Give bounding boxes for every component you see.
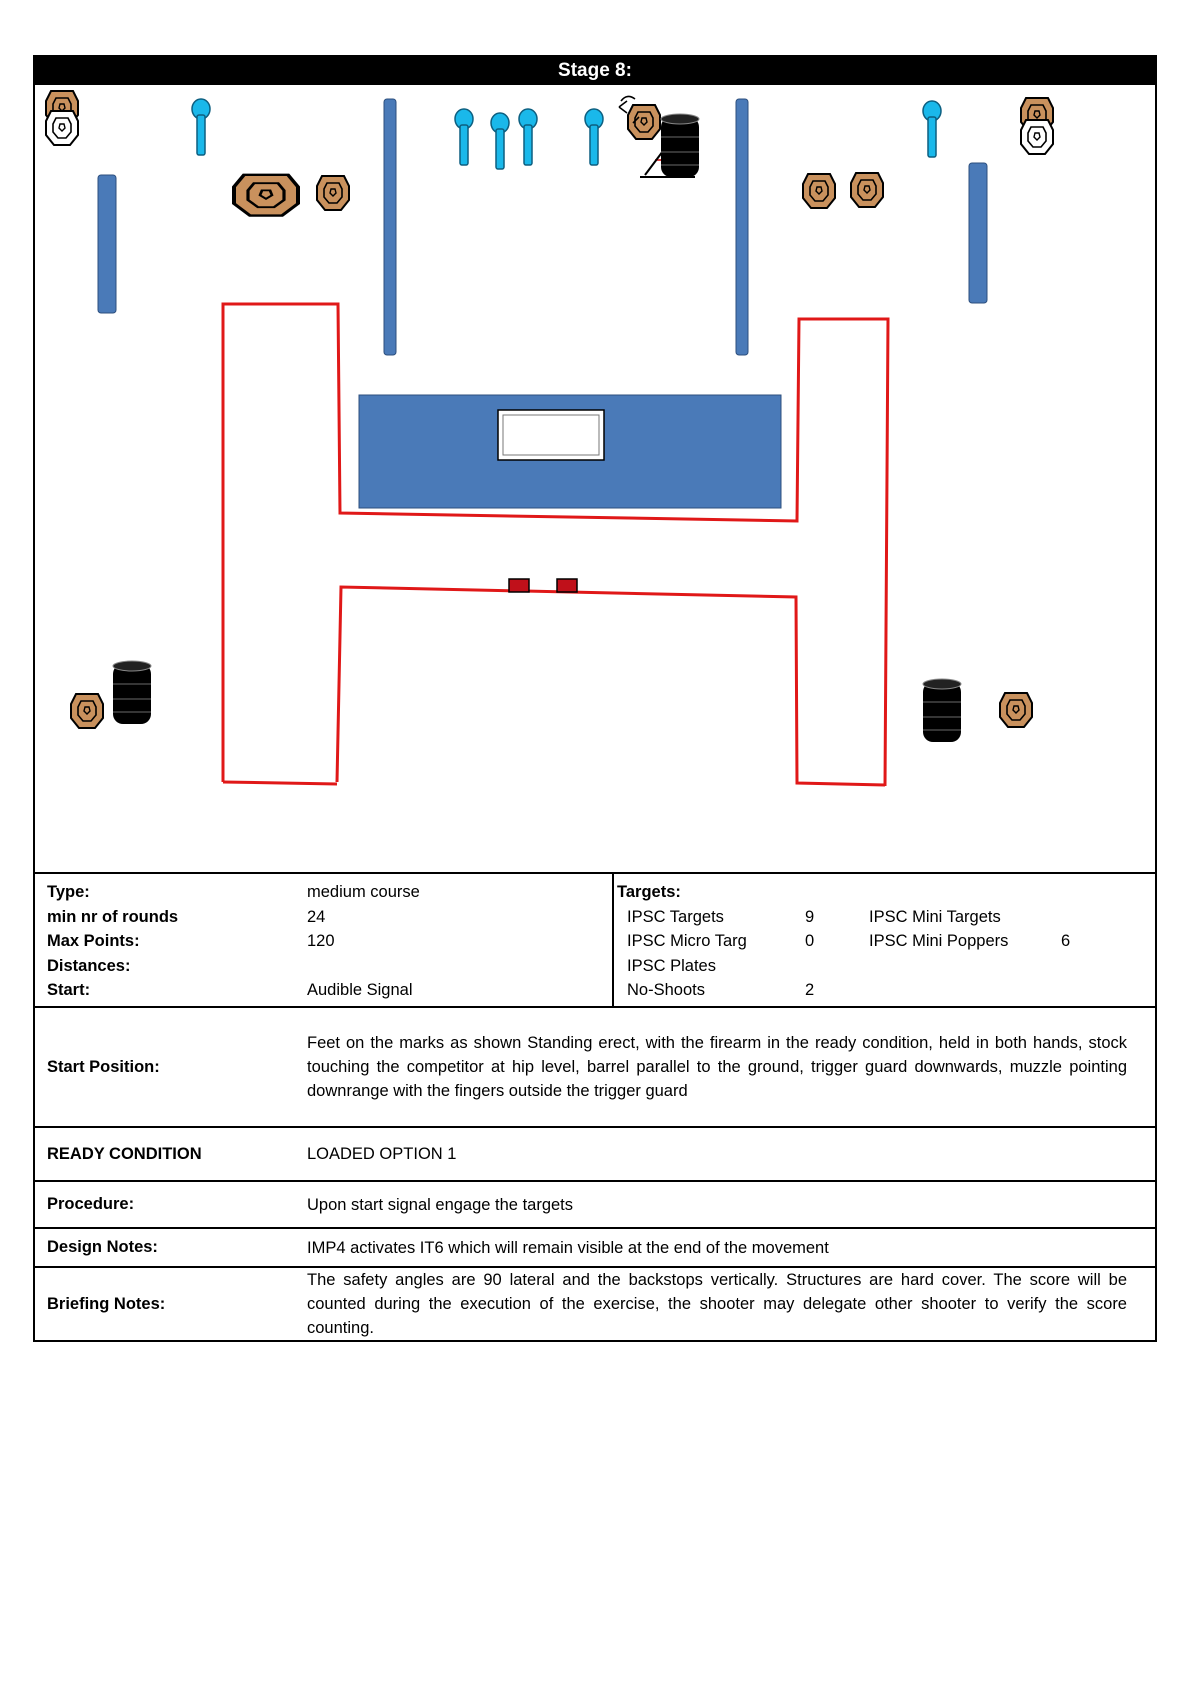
mini-popper: [923, 101, 941, 157]
wall-right: [969, 163, 987, 303]
ready-condition-value: LOADED OPTION 1: [307, 1145, 457, 1163]
rounds-value: 24: [307, 907, 326, 926]
ipsc-micro-name: IPSC Micro Targ: [627, 932, 747, 951]
stage-info: [35, 874, 1155, 1008]
distances-value: [307, 954, 612, 979]
ipsc-target: [317, 176, 349, 210]
points-label: Max Points:: [47, 932, 140, 951]
start-position-value: Feet on the marks as shown Standing erect, with the firearm in the ready condition, held in both hands, stock touching the competitor at hip level, barrel parallel to the ground, trigger guard downwards, muzzle pointing downrange with the fingers outside the trigger guard: [307, 1034, 1127, 1100]
points-value: 120: [307, 932, 335, 951]
briefing-notes-value: The safety angles are 90 lateral and the backstops vertically. Structures are hard cover. The score will be counted during the execution of the exercise, the shooter may delegate other shooter to verify the score counting.: [307, 1271, 1127, 1337]
start-position-label: Start Position:: [47, 1057, 160, 1076]
type-value: medium course: [307, 883, 420, 901]
procedure-value: Upon start signal engage the targets: [307, 1195, 574, 1214]
ready-condition-row: [35, 1128, 1155, 1182]
no-shoot-target: [46, 111, 78, 145]
start-value: Audible Signal: [307, 981, 413, 1000]
mini-popper: [519, 109, 537, 165]
design-notes-label: Design Notes:: [47, 1238, 158, 1256]
no-shoot-target: [1021, 120, 1053, 154]
ipsc-target: [851, 173, 883, 207]
ipsc-mini-targets-name: IPSC Mini Targets: [869, 907, 1001, 926]
ipsc-target: [1000, 693, 1032, 727]
ipsc-mini-poppers-count: 6: [1061, 932, 1071, 951]
mini-popper: [585, 109, 603, 165]
course-details: [35, 874, 614, 1006]
stage-sheet: [33, 55, 1157, 1342]
procedure-row: [35, 1182, 1155, 1229]
start-position-row: [35, 1008, 1155, 1128]
ipsc-target: [628, 105, 660, 139]
briefing-notes-row: [35, 1268, 1155, 1340]
design-notes-row: [35, 1229, 1155, 1268]
barrel-obstacle: [113, 661, 151, 724]
ipsc-mini-poppers-name: IPSC Mini Poppers: [869, 932, 1009, 951]
stage-diagram: [35, 85, 1155, 874]
start-label: Start:: [47, 981, 91, 1000]
mini-popper: [192, 99, 210, 155]
no-shoots-count: 2: [805, 981, 815, 1000]
no-shoots-name: No-Shoots: [627, 981, 705, 1000]
procedure-label: Procedure:: [47, 1195, 135, 1213]
ipsc-plates-count: [805, 954, 869, 979]
mini-popper: [455, 109, 473, 165]
central-barricade: [359, 395, 781, 508]
rounds-label: min nr of rounds: [47, 907, 179, 926]
barrel-obstacle: [923, 679, 961, 742]
ipsc-micro-count: 0: [805, 932, 815, 951]
type-label: Type:: [47, 883, 90, 901]
fault-lines: [223, 304, 888, 786]
targets-summary: [614, 874, 1155, 1006]
ipsc-targets-name: IPSC Targets: [627, 907, 724, 926]
barrel-obstacle: [661, 114, 699, 177]
ipsc-mini-targets-count: [1061, 905, 1101, 930]
ipsc-target: [803, 174, 835, 208]
distances-label: Distances:: [47, 956, 131, 975]
targets-title: Targets:: [617, 883, 681, 901]
design-notes-value: IMP4 activates IT6 which will remain visible at the end of the movement: [307, 1238, 829, 1257]
ipsc-plates-name: IPSC Plates: [627, 956, 716, 975]
briefing-notes-label: Briefing Notes:: [47, 1294, 166, 1313]
ipsc-targets-count: 9: [805, 907, 815, 926]
stage-title: Stage 8:: [35, 57, 1155, 85]
wall-center-left: [384, 99, 396, 355]
wall-center-right: [736, 99, 748, 355]
ipsc-target: [234, 175, 298, 216]
ipsc-target: [71, 694, 103, 728]
mini-popper: [491, 113, 509, 169]
ready-condition-label: READY CONDITION: [47, 1144, 202, 1163]
wall-left: [98, 175, 116, 313]
